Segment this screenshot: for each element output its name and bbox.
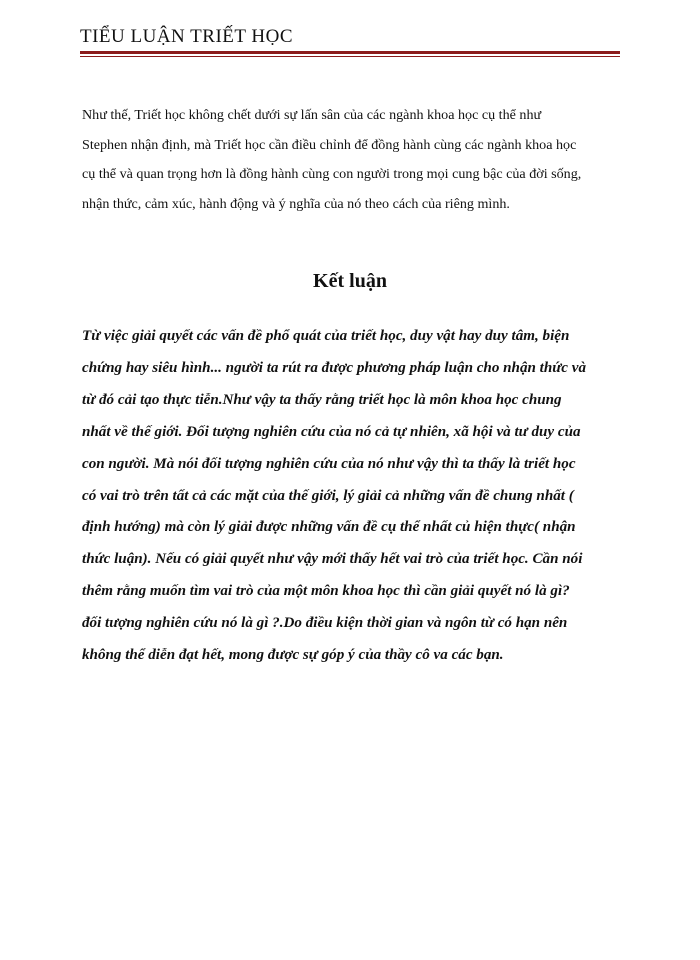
conclusion-line: định hướng) mà còn lý giải được những vấn đề cụ thể nhất củ hiện thực( nhận bbox=[82, 519, 576, 536]
conclusion-paragraph bbox=[82, 321, 622, 672]
conclusion-line: nhất về thế giới. Đối tượng nghiên cứu của nó cả tự nhiên, xã hội và tư duy của bbox=[82, 423, 581, 440]
conclusion-line: đối tượng nghiên cứu nó là gì ?.Do điều kiện thời gian và ngôn từ có hạn nên bbox=[82, 615, 568, 632]
section-heading: Kết luận bbox=[313, 270, 387, 292]
intro-line: Như thế, Triết học không chết dưới sự lấn sân của các ngành khoa học cụ thể như bbox=[82, 107, 542, 123]
intro-line: Stephen nhận định, mà Triết học cần điều chỉnh để đồng hành cùng các ngành khoa học bbox=[82, 136, 577, 153]
conclusion-line: Từ việc giải quyết các vấn đề phổ quát của triết học, duy vật hay duy tâm, biện bbox=[82, 328, 570, 344]
intro-paragraph bbox=[82, 101, 622, 219]
conclusion-line: thêm rằng muốn tìm vai trò của một môn khoa học thì cần giải quyết nó là gì? bbox=[82, 583, 570, 600]
page-header bbox=[80, 22, 620, 56]
conclusion-line: từ đó cải tạo thực tiễn.Như vậy ta thấy rằng triết học là môn khoa học chung bbox=[82, 391, 562, 408]
conclusion-line: không thể diễn đạt hết, mong được sự góp ý của thầy cô va các bạn. bbox=[82, 647, 504, 664]
header-rule-thin bbox=[80, 56, 620, 57]
conclusion-line: thức luận). Nếu có giải quyết như vậy mới thấy hết vai trò của triết học. Cần nói bbox=[82, 551, 583, 568]
intro-line: nhận thức, cảm xúc, hành động và ý nghĩa của nó theo cách của riêng mình. bbox=[82, 195, 510, 212]
header-rule-thick bbox=[80, 51, 620, 54]
intro-line: cụ thể và quan trọng hơn là đồng hành cùng con người trong mọi cung bậc của đời sống, bbox=[82, 166, 582, 182]
conclusion-line: chứng hay siêu hình... người ta rút ra được phương pháp luận cho nhận thức và bbox=[82, 359, 587, 376]
conclusion-line: có vai trò trên tất cả các mặt của thế giới, lý giải cả những vấn đề chung nhất ( bbox=[82, 487, 574, 504]
header-title: TIỂU LUẬN TRIẾT HỌC bbox=[80, 26, 294, 47]
conclusion-line: con người. Mà nói đối tượng nghiên cứu của nó như vậy thì ta thấy là triết học bbox=[82, 455, 576, 472]
